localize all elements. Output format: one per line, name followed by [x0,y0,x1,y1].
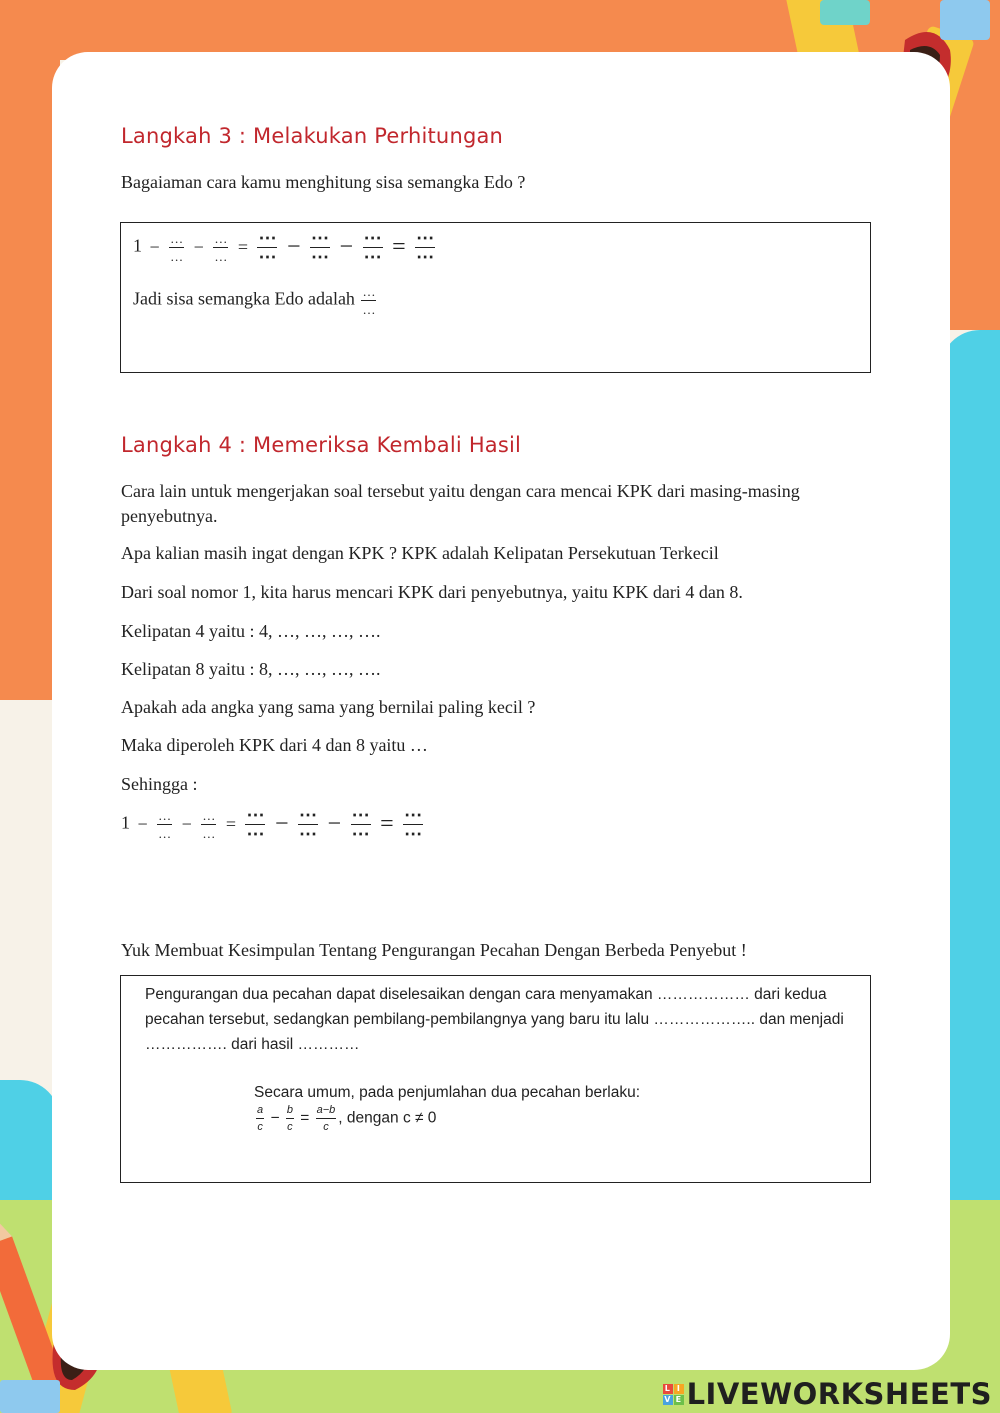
equals-sign: = [380,811,394,837]
number-one: 1 [133,235,142,256]
equals-sign: = [300,1109,310,1127]
background-left [0,0,60,700]
minus-sign: − [193,237,204,257]
fraction-a-minus-b-over-c: $\frac{a-b}{c}$ [316,1104,336,1133]
step4-paragraph: Apa kalian masih ingat dengan KPK ? KPK adalah Kelipatan Persekutuan Terkecil [121,543,719,563]
fraction-input[interactable]: $\frac{\cdots}{\cdots}$ [404,805,423,844]
liveworksheets-logo-mark: L I V E [663,1384,684,1405]
fraction-input[interactable]: $\frac{\cdots}{\cdots}$ [311,228,330,267]
conclusion-prompt: Yuk Membuat Kesimpulan Tentang Pengurangan Pecahan Dengan Berbeda Penyebut ! [121,940,747,960]
step3-conclusion-label: Jadi sisa semangka Edo adalah [133,288,355,309]
minus-sign: − [327,811,342,837]
conclusion-fill-in-text[interactable]: Pengurangan dua pecahan dapat diselesaikan dengan cara menyamakan ……………… dari kedua pecahan tersebut, sedangkan pembilang-pembilangnya yang baru itu lalu ……………….. dan menjadi ……………. dari hasil ………… [145,986,844,1053]
step3-question: Bagaiaman cara kamu menghitung sisa semangka Edo ? [121,172,526,192]
fraction-input[interactable]: $\frac{\dots}{\dots}$ [158,808,172,841]
fraction-b-over-c: $\frac{b}{c}$ [286,1104,293,1133]
general-formula [254,1104,436,1133]
fraction-input[interactable]: $\frac{\dots}{\dots}$ [362,284,376,317]
minus-sign: − [270,1109,280,1127]
step4-paragraph: Sehingga : [121,774,198,794]
minus-sign: − [181,814,192,834]
multiples-of-4: Kelipatan 4 yaitu : 4, …, …, …, …. [121,621,381,641]
fraction-input[interactable]: $\frac{\cdots}{\cdots}$ [363,228,382,267]
equals-sign: = [225,814,236,834]
minus-sign: − [274,811,289,837]
formula-condition: , dengan c ≠ 0 [338,1109,437,1127]
step3-conclusion [133,285,378,316]
equals-sign: = [237,237,248,257]
step4-paragraph: Cara lain untuk mengerjakan soal tersebut yaitu dengan cara mencai KPK dari masing-masing penyebutnya. [121,481,800,526]
fraction-input[interactable]: $\frac{\dots}{\dots}$ [214,231,228,264]
fraction-input[interactable]: $\frac{\cdots}{\cdots}$ [258,228,277,267]
liveworksheets-logo-text: LIVEWORKSHEETS [686,1377,992,1411]
multiples-of-8: Kelipatan 8 yaitu : 8, …, …, …, …. [121,659,381,679]
step3-answer-box [120,222,871,373]
step4-paragraph: Apakah ada angka yang sama yang bernilai paling kecil ? [121,697,536,717]
fraction-input[interactable]: $\frac{\cdots}{\cdots}$ [351,805,370,844]
equals-sign: = [392,234,406,260]
fraction-input[interactable]: $\frac{\cdots}{\cdots}$ [299,805,318,844]
fraction-input[interactable]: $\frac{\dots}{\dots}$ [202,808,216,841]
number-one: 1 [121,812,130,833]
step3-heading: Langkah 3 : Melakukan Perhitungan [121,124,504,148]
fraction-a-over-c: $\frac{a}{c}$ [257,1104,264,1133]
general-rule-text: Secara umum, pada penjumlahan dua pecahan berlaku: [254,1084,641,1101]
minus-sign: − [149,237,160,257]
minus-sign: − [286,234,301,260]
conclusion-box [120,975,871,1183]
liveworksheets-logo [663,1377,992,1411]
step4-equation [121,805,425,844]
minus-sign: − [339,234,354,260]
fraction-input[interactable]: $\frac{\cdots}{\cdots}$ [416,228,435,267]
minus-sign: − [137,814,148,834]
step4-paragraph: Dari soal nomor 1, kita harus mencari KPK dari penyebutnya, yaitu KPK dari 4 dan 8. [121,582,743,602]
step3-equation [133,228,437,267]
fraction-input[interactable]: $\frac{\dots}{\dots}$ [170,231,184,264]
fraction-input[interactable]: $\frac{\cdots}{\cdots}$ [246,805,265,844]
step4-heading: Langkah 4 : Memeriksa Kembali Hasil [121,433,522,457]
kpk-result: Maka diperoleh KPK dari 4 dan 8 yaitu … [121,735,428,755]
